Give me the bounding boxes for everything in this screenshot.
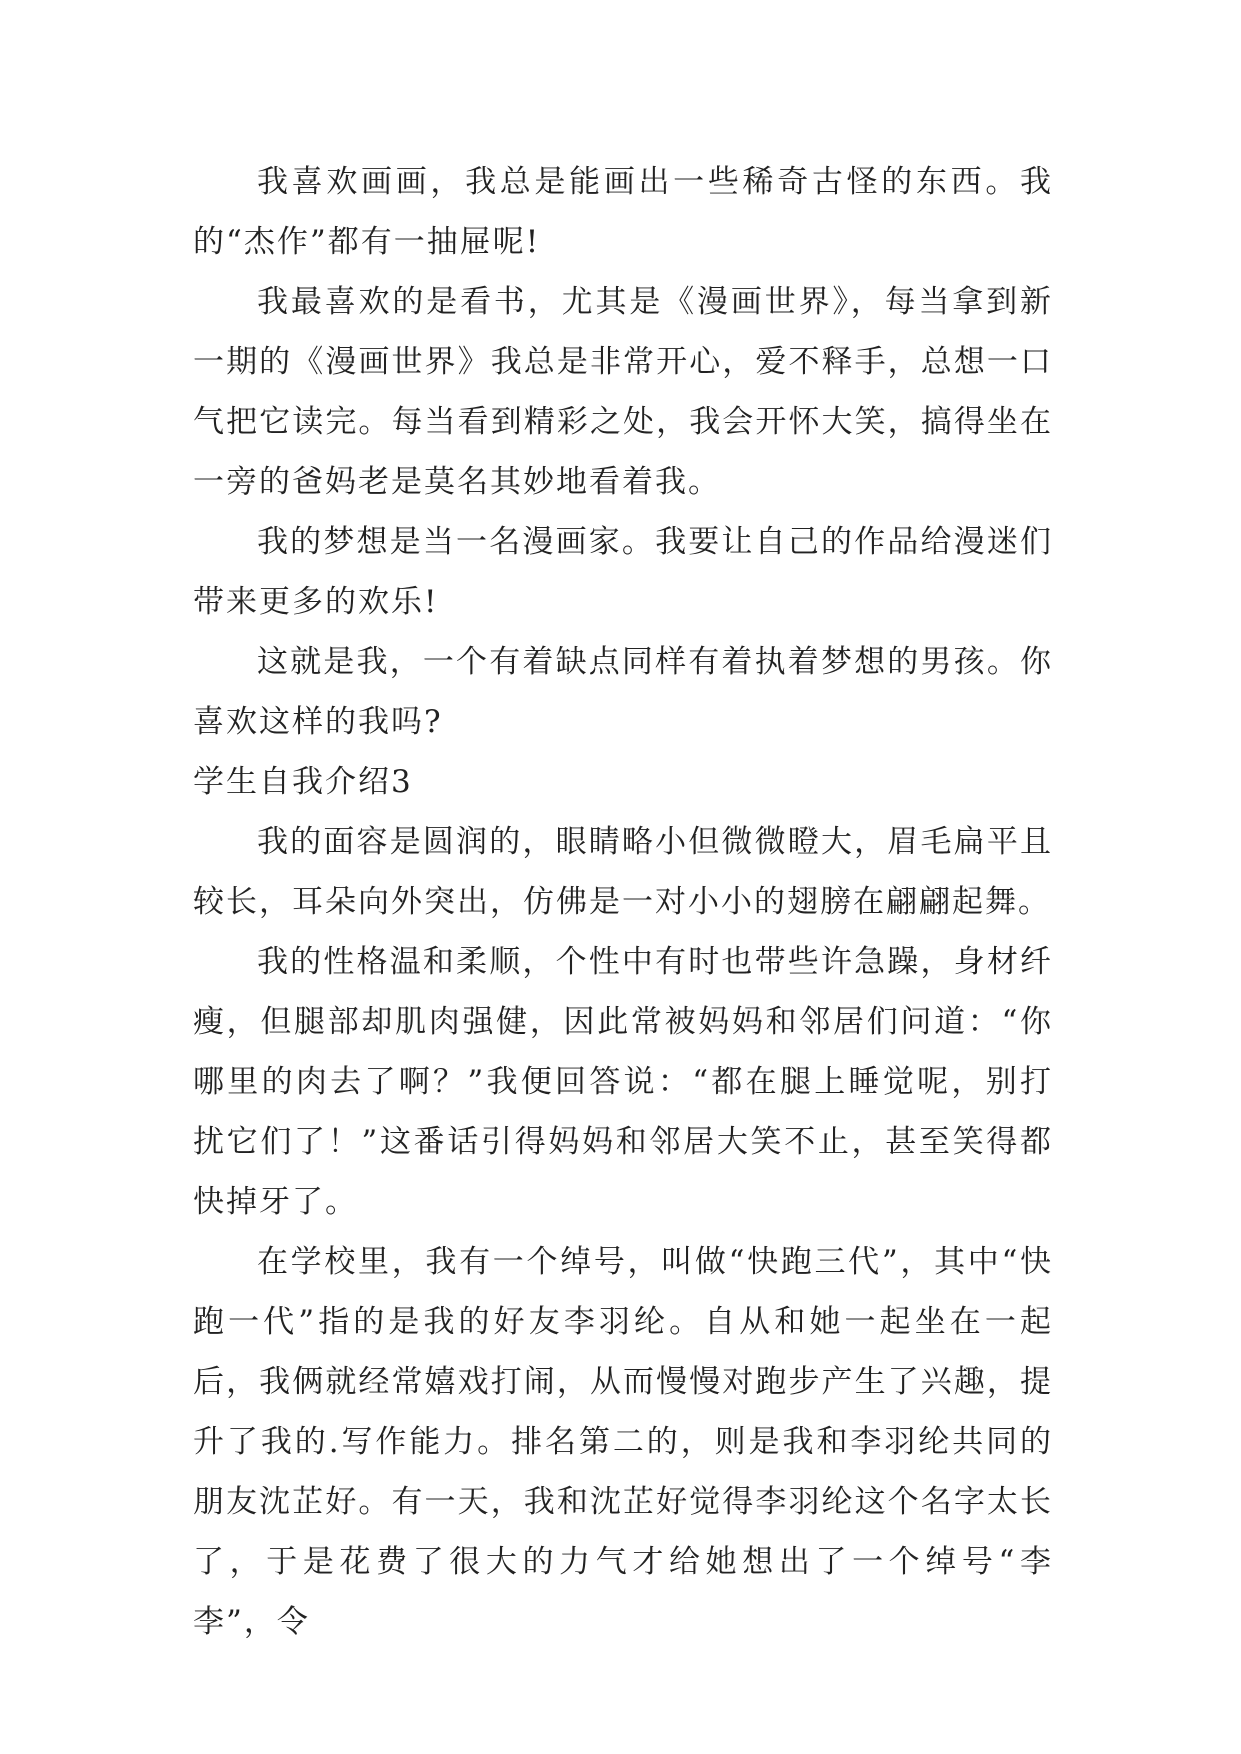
section-title: 学生自我介绍3	[193, 764, 413, 800]
document-body	[193, 152, 1053, 1652]
paragraph-drawing: 我喜欢画画，我总是能画出一些稀奇古怪的东西。我的“杰作”都有一抽屉呢!	[193, 164, 1053, 260]
paragraph-appearance: 我的面容是圆润的，眼睛略小但微微瞪大，眉毛扁平且较长，耳朵向外突出，仿佛是一对小小的翅膀在翩翩起舞。	[193, 824, 1053, 920]
paragraph-nickname: 在学校里，我有一个绰号，叫做“快跑三代”，其中“快跑一代”指的是我的好友李羽纶。自从和她一起坐在一起后，我俩就经常嬉戏打闹，从而慢慢对跑步产生了兴趣，提升了我的.写作能力。排名第二的，则是我和李羽纶共同的朋友沈芷好。有一天，我和沈芷好觉得李羽纶这个名字太长了，于是花费了很大的力气才给她想出了一个绰号“李李”，令	[193, 1244, 1053, 1640]
paragraph-dream: 我的梦想是当一名漫画家。我要让自己的作品给漫迷们带来更多的欢乐!	[193, 524, 1053, 620]
paragraph-closing: 这就是我，一个有着缺点同样有着执着梦想的男孩。你喜欢这样的我吗?	[193, 644, 1053, 740]
paragraph-reading: 我最喜欢的是看书，尤其是《漫画世界》，每当拿到新一期的《漫画世界》我总是非常开心，爱不释手，总想一口气把它读完。每当看到精彩之处，我会开怀大笑，搞得坐在一旁的爸妈老是莫名其妙地看着我。	[193, 284, 1053, 500]
paragraph-personality: 我的性格温和柔顺，个性中有时也带些许急躁，身材纤瘦，但腿部却肌肉强健，因此常被妈妈和邻居们问道：“你哪里的肉去了啊？”我便回答说：“都在腿上睡觉呢，别打扰它们了！”这番话引得妈妈和邻居大笑不止，甚至笑得都快掉牙了。	[193, 944, 1053, 1220]
